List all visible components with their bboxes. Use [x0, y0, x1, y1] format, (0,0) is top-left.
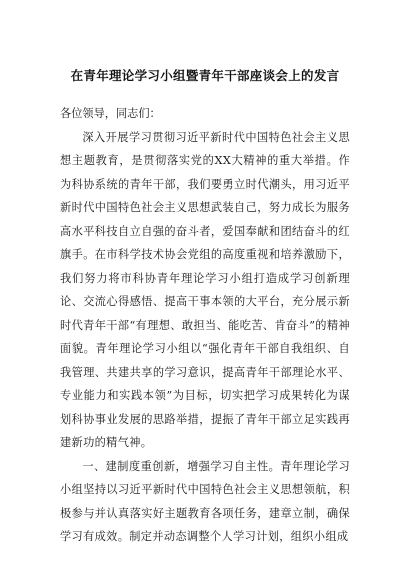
document-title: 在青年理论学习小组暨青年干部座谈会上的发言: [70, 68, 340, 83]
paragraph-section-one: 一、建制度重创新，增强学习自主性。青年理论学习小组坚持以习近平新时代中国特色社会主义思想领航，积极参与并认真落实好主题教育各项任务，建章立制，确保学习有成效。制定并动态调整个人学习计划，组织小组成: [60, 459, 350, 543]
paragraph-intro: 深入开展学习贯彻习近平新时代中国特色社会主义思想主题教育，是贯彻落实党的XX大精神的重大举措。作为科协系统的青年干部，我们要勇立时代潮头，用习近平新时代中国特色社会主义思想武装自己，努力成长为服务高水平科技自立自强的奋斗者，爱国奉献和团结奋斗的红旗手。在市科学技术协会党组的高度重视和培养激励下，我们努力将市科协青年理论学习小组打造成学习创新理论、交流心得感悟、提高干事本领的大平台，充分展示新时代青年干部“有理想、敢担当、能吃苦、肯奋斗”的精神面貌。青年理论学习小组以“强化青年干部自我组织、自我管理、共建共享的学习意识，提高青年干部理论水平、专业能力和实践本领”为目标，切实把学习成果转化为谋划科协事业发展的思路举措，提振了青年干部立足实践再建新功的精气神。: [60, 130, 350, 449]
greeting: 各位领导，同志们：: [60, 107, 161, 120]
